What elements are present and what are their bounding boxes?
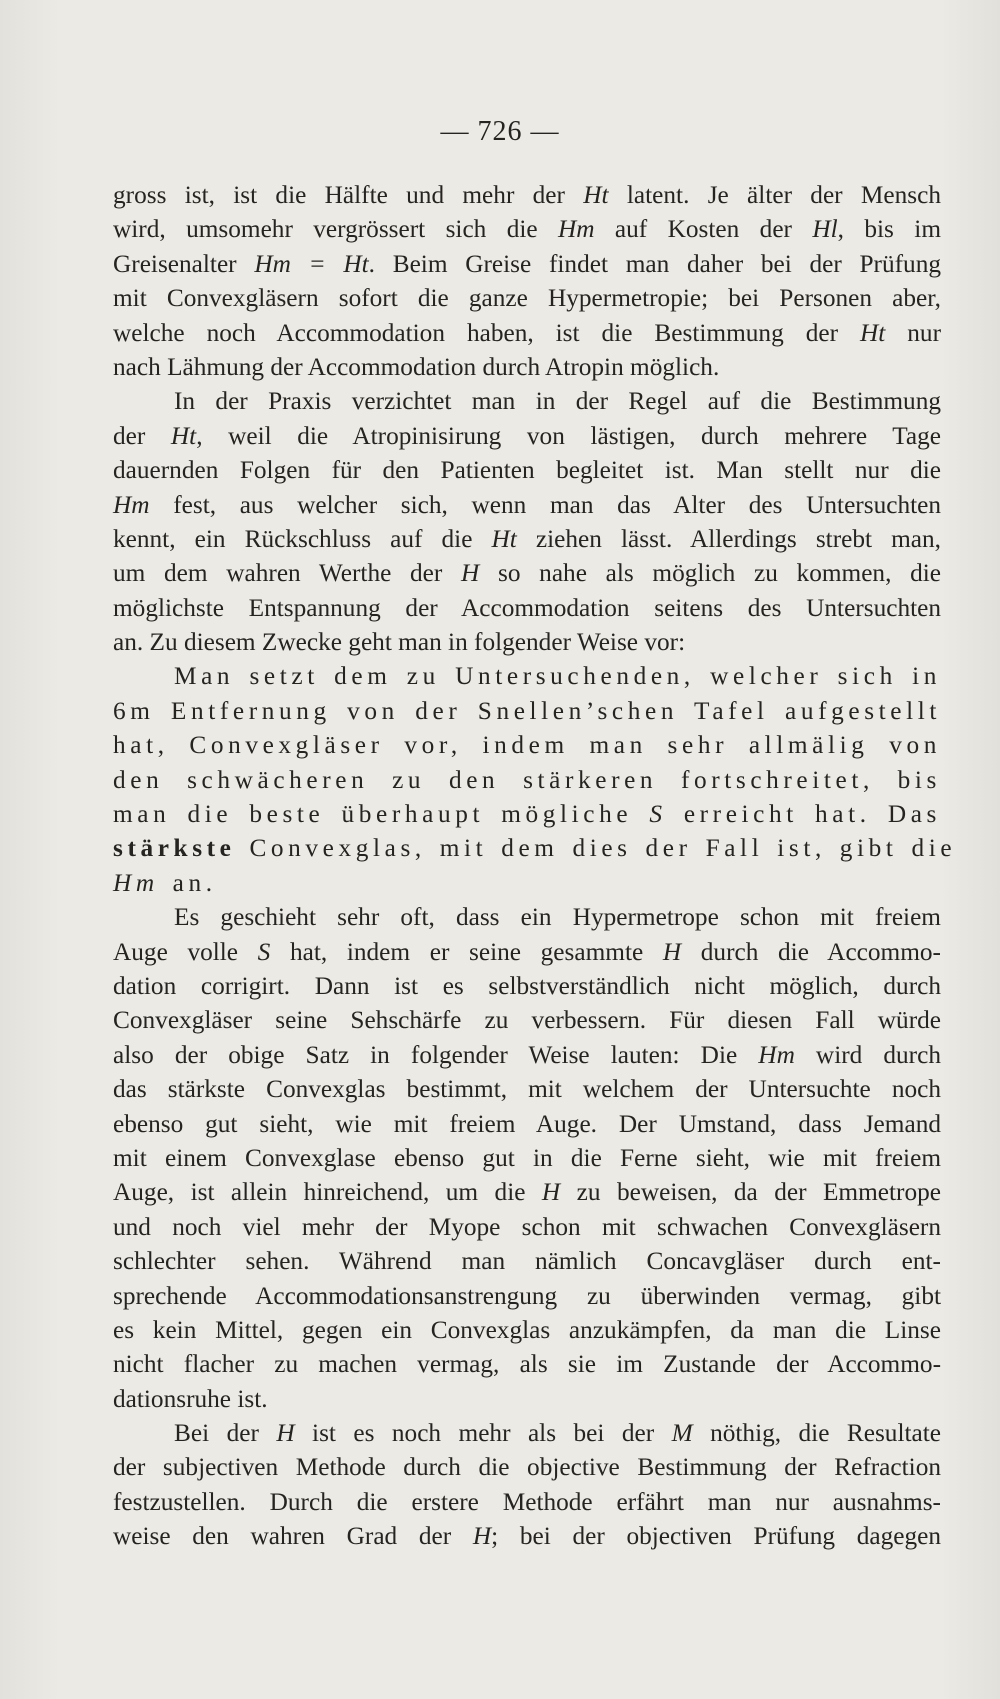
text-segment: das stärkste Convexglas bestimmt, mit welchem der Untersuchte noch: [113, 1075, 941, 1104]
symbol-text: H: [461, 559, 480, 588]
text-line: [113, 694, 941, 728]
text-line: [113, 247, 941, 281]
text-line: [113, 1279, 941, 1313]
text-segment: nicht flacher zu machen vermag, als sie im Zustande der Accommo-: [113, 1350, 941, 1379]
text-segment: es kein Mittel, gegen ein Convexglas anzukämpfen, da man die Linse: [113, 1315, 941, 1344]
text-line: [113, 1072, 941, 1106]
text-line: [113, 900, 941, 934]
text-segment: Convexgläser seine Sehschärfe zu verbessern. Für diesen Fall würde: [113, 1006, 941, 1035]
text-segment: . Beim Greise findet man daher bei der Prüfung: [368, 249, 941, 278]
text-line: [113, 625, 941, 659]
text-segment: an.: [158, 868, 217, 897]
text-line: [113, 1485, 941, 1519]
text-line: [113, 1519, 941, 1553]
symbol-text: Hm: [113, 868, 159, 897]
symbol-text: S: [649, 800, 667, 829]
text-segment: weise den wahren Grad der: [113, 1522, 473, 1551]
text-segment: wird, umsomehr vergrössert sich die: [113, 215, 558, 244]
text-line: [113, 178, 941, 212]
text-segment: fest, aus welcher sich, wenn man das Alter des Untersuchten: [149, 490, 941, 519]
text-line: [113, 591, 941, 625]
text-line: [113, 350, 941, 384]
text-line: [113, 1244, 941, 1278]
text-line: [113, 453, 941, 487]
emphasis-text: stärkste: [113, 834, 236, 863]
text-line: [113, 212, 941, 246]
text-segment: ist es noch mehr als bei der: [294, 1419, 672, 1448]
symbol-text: H: [541, 1178, 561, 1207]
text-segment: ; bei der objectiven Prüfung dagegen: [491, 1522, 941, 1551]
text-line: [113, 1141, 941, 1175]
body-text: [113, 178, 957, 1554]
text-segment: gross ist, ist die Hälfte und mehr der: [113, 181, 584, 209]
text-line: [113, 1107, 941, 1141]
symbol-text: Ht: [491, 524, 517, 553]
symbol-text: M: [671, 1419, 693, 1448]
text-segment: Convexglas, mit dem dies der Fall ist, gibt die: [235, 834, 957, 863]
symbol-text: Hm: [758, 1040, 795, 1069]
text-segment: 6m Entfernung von der Snellen’schen Tafel aufgestellt: [113, 696, 941, 725]
text-line: [113, 1210, 941, 1244]
text-line: [113, 659, 941, 693]
text-line: [113, 1175, 941, 1209]
text-segment: Es geschieht sehr oft, dass ein Hypermetrope schon mit freiem: [174, 903, 941, 932]
text-line: [113, 419, 941, 453]
text-line: [113, 969, 941, 1003]
text-segment: latent. Je älter der Mensch: [608, 181, 941, 209]
text-line: [113, 522, 941, 556]
symbol-text: S: [257, 937, 271, 966]
text-segment: welche noch Accommodation haben, ist die Bestimmung der: [113, 318, 860, 347]
text-segment: mit Convexgläsern sofort die ganze Hypermetropie; bei Personen aber,: [113, 284, 941, 313]
text-segment: also der obige Satz in folgender Weise lauten: Die: [113, 1040, 759, 1069]
symbol-text: Ht: [859, 318, 886, 347]
text-segment: und noch viel mehr der Myope schon mit schwachen Convexgläsern: [113, 1212, 941, 1241]
text-segment: den schwächeren zu den stärkeren fortschreitet, bis: [113, 765, 941, 794]
text-line: [113, 1450, 941, 1484]
text-line: [113, 866, 941, 900]
text-segment: mit einem Convexglase ebenso gut in die Ferne sieht, wie mit freiem: [113, 1143, 941, 1172]
text-segment: dationsruhe ist.: [113, 1384, 268, 1413]
text-segment: auf Kosten der: [594, 215, 813, 244]
text-segment: ebenso gut sieht, wie mit freiem Auge. Der Umstand, dass Jemand: [113, 1109, 941, 1138]
symbol-text: Ht: [583, 181, 609, 209]
text-segment: Auge volle: [113, 937, 258, 966]
text-segment: der subjectiven Methode durch die objective Bestimmung der Refraction: [113, 1453, 941, 1482]
text-line: [113, 488, 941, 522]
text-segment: so nahe als möglich zu kommen, die: [479, 559, 941, 588]
text-segment: wird durch: [794, 1040, 941, 1069]
text-line: [113, 935, 941, 969]
text-segment: sprechende Accommodationsanstrengung zu überwinden vermag, gibt: [113, 1281, 941, 1310]
symbol-text: H: [276, 1419, 295, 1448]
text-segment: dation corrigirt. Dann ist es selbstverständlich nicht möglich, durch: [113, 971, 941, 1000]
symbol-text: Ht: [170, 421, 197, 450]
text-segment: In der Praxis verzichtet man in der Regel auf die Bestimmung: [174, 387, 941, 416]
text-line: [113, 556, 941, 590]
text-segment: nöthig, die Resultate: [692, 1419, 941, 1448]
text-line: [113, 1416, 941, 1450]
text-segment: kennt, ein Rückschluss auf die: [113, 524, 492, 553]
text-segment: festzustellen. Durch die erstere Methode erfährt man nur ausnahms-: [113, 1487, 941, 1516]
text-segment: Bei der: [174, 1419, 277, 1448]
text-line: [113, 1003, 941, 1037]
symbol-text: H: [472, 1522, 492, 1551]
text-line: [113, 797, 941, 831]
text-segment: durch die Accommo-: [681, 937, 941, 966]
text-segment: nur: [885, 318, 941, 347]
page-number: — 726 —: [440, 116, 560, 147]
symbol-text: H: [662, 937, 682, 966]
text-segment: Greisenalter: [113, 249, 255, 278]
text-line: [113, 1038, 941, 1072]
text-segment: um dem wahren Werthe der: [113, 559, 462, 588]
text-line: [113, 1313, 941, 1347]
text-segment: hat, Convexgläser vor, indem man sehr allmälig von: [113, 731, 941, 760]
text-line: [113, 1382, 941, 1416]
symbol-text: Hm: [558, 215, 595, 244]
text-segment: , weil die Atropinisirung von lästigen, durch mehrere Tage: [196, 421, 941, 450]
text-segment: schlechter sehen. Während man nämlich Concavgläser durch ent-: [113, 1247, 941, 1276]
text-segment: möglichste Entspannung der Accommodation seitens des Untersuchten: [113, 593, 941, 622]
text-segment: Auge, ist allein hinreichend, um die: [113, 1178, 542, 1207]
text-segment: hat, indem er seine gesammte: [270, 937, 663, 966]
text-line: [113, 384, 941, 418]
text-segment: nach Lähmung der Accommodation durch Atropin möglich.: [113, 352, 720, 381]
text-segment: der: [113, 421, 171, 450]
text-line: [113, 763, 941, 797]
text-segment: zu beweisen, da der Emmetrope: [560, 1178, 941, 1207]
text-line: [113, 1347, 941, 1381]
symbol-text: Hl: [812, 215, 838, 244]
text-segment: ziehen lässt. Allerdings strebt man,: [516, 524, 941, 553]
text-line: [113, 316, 941, 350]
text-segment: , bis im: [837, 215, 941, 244]
text-segment: dauernden Folgen für den Patienten begleitet ist. Man stellt nur die: [113, 456, 941, 485]
text-segment: man die beste überhaupt mögliche: [113, 800, 650, 829]
text-segment: Man setzt dem zu Untersuchenden, welcher sich in: [174, 662, 941, 691]
symbol-text: Hm = Ht: [254, 249, 369, 278]
text-segment: an. Zu diesem Zwecke geht man in folgender Weise vor:: [113, 628, 686, 657]
symbol-text: Hm: [113, 490, 150, 519]
text-line: [113, 281, 941, 315]
text-line: [113, 831, 957, 865]
text-line: [113, 728, 941, 762]
text-segment: erreicht hat. Das: [666, 800, 941, 829]
